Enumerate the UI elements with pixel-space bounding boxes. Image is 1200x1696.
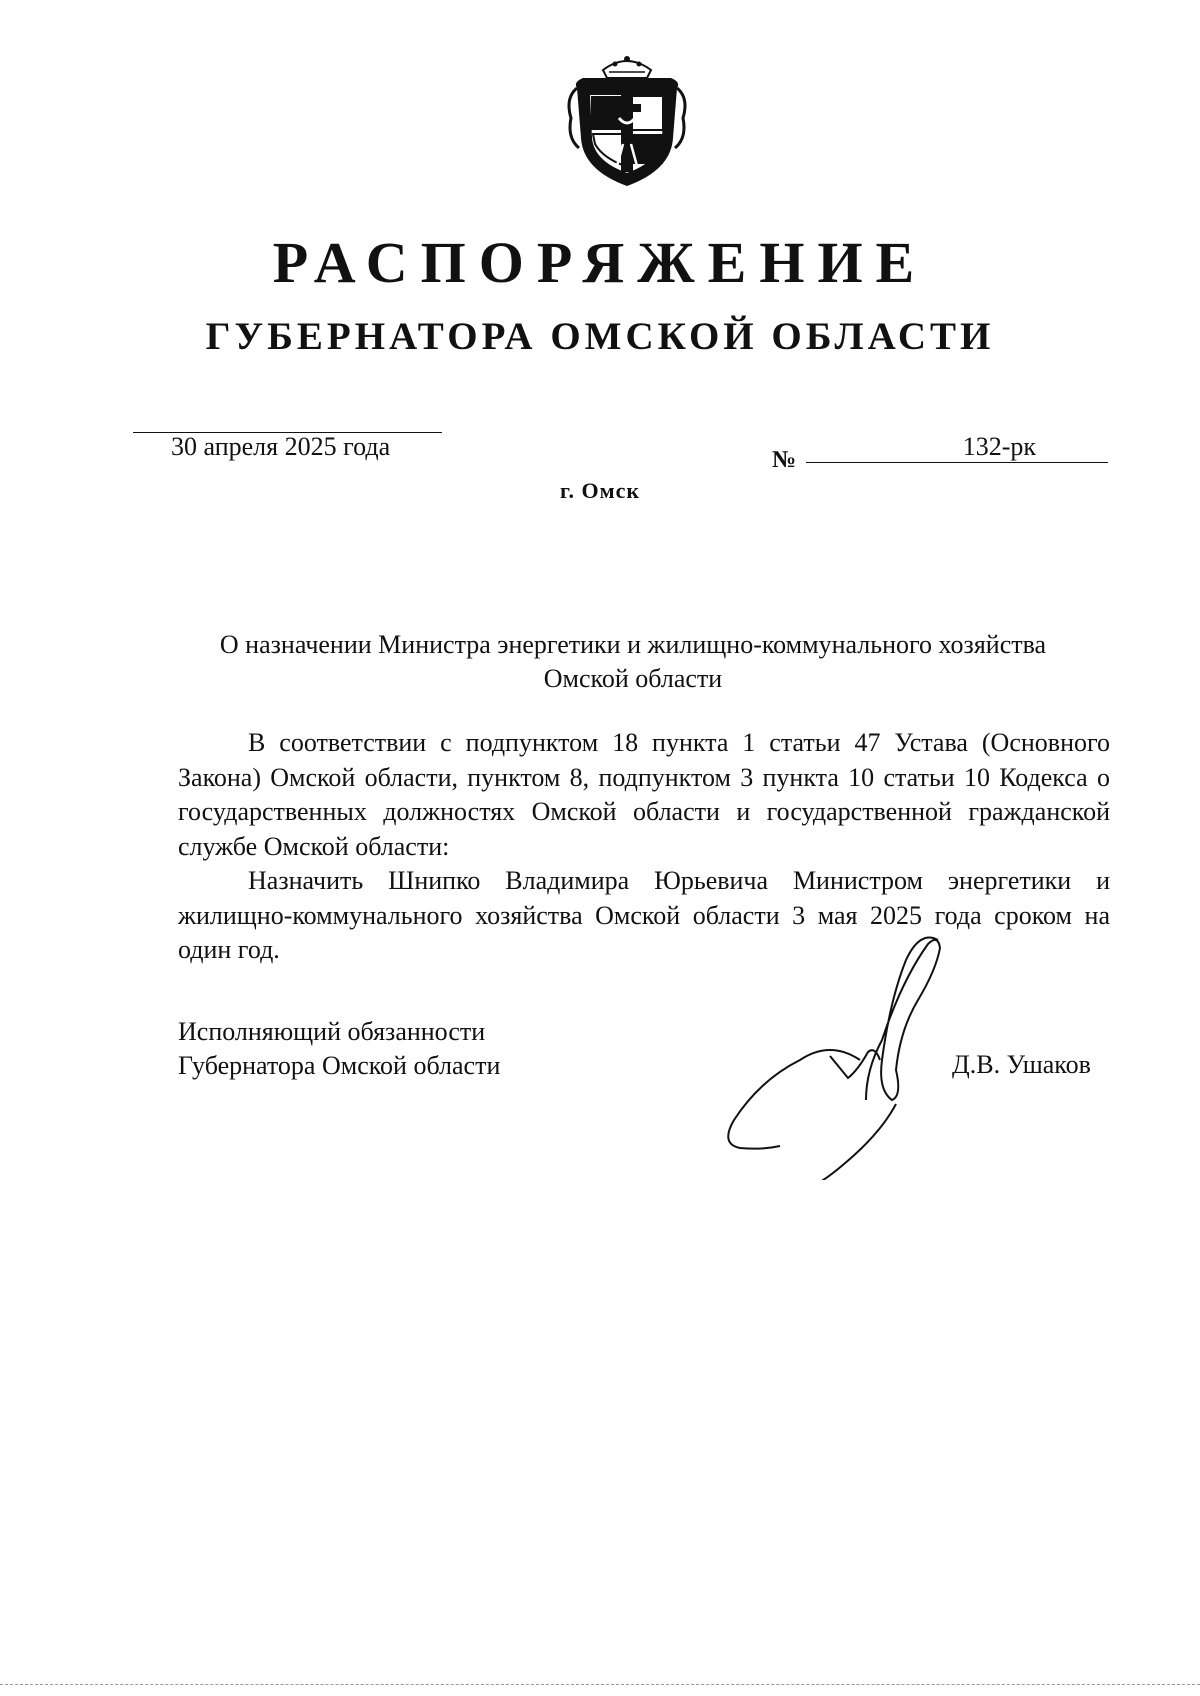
signer-title bbox=[178, 1015, 500, 1083]
signer-title-line: Исполняющий обязанности bbox=[178, 1017, 486, 1046]
handwritten-signature-icon bbox=[670, 920, 970, 1180]
number-underline bbox=[806, 462, 1108, 463]
number-sign: № bbox=[772, 447, 797, 473]
document-title: РАСПОРЯЖЕНИЕ bbox=[272, 230, 928, 295]
coat-of-arms-icon bbox=[563, 48, 691, 190]
page-bottom-edge bbox=[0, 1684, 1200, 1685]
document-city: г. Омск bbox=[559, 478, 641, 503]
body-paragraph: В соответствии с подпунктом 18 пункта 1 статьи 47 Устава (Основного Закона) Омской области, пунктом 8, подпунктом 3 пункта 10 статьи 10 Кодекса о государственных должностях Омской области и государственной гражданской службе Омской области: bbox=[178, 728, 1110, 861]
document-subtitle: ГУБЕРНАТОРА ОМСКОЙ ОБЛАСТИ bbox=[205, 315, 995, 358]
document-subject bbox=[178, 628, 1088, 696]
subject-line: Омской области bbox=[543, 664, 723, 693]
subject-line: О назначении Министра энергетики и жилищно-коммунального хозяйства bbox=[219, 630, 1047, 659]
document-number: 132-рк bbox=[962, 432, 1036, 461]
document-date: 30 апреля 2025 года bbox=[171, 432, 391, 461]
signer-name: Д.В. Ушаков bbox=[952, 1050, 1091, 1079]
body-paragraph: Назначить Шнипко Владимира Юрьевича Министром энергетики и жилищно-коммунального хозяйства Омской области 3 мая 2025 года сроком на один год. bbox=[178, 866, 1110, 964]
signer-title-line: Губернатора Омской области bbox=[178, 1051, 501, 1080]
document-body bbox=[178, 726, 1110, 968]
